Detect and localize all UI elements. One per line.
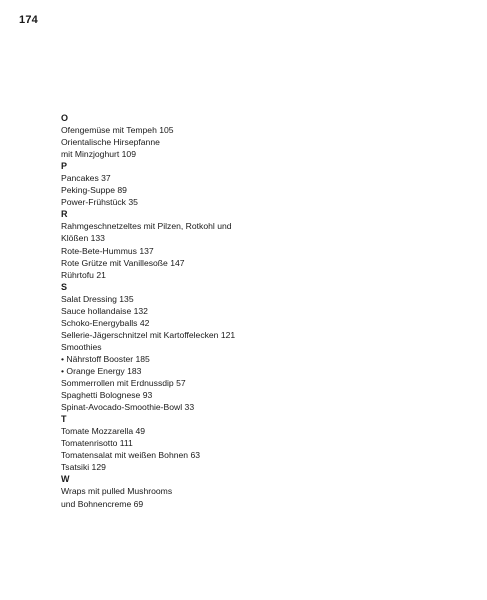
index-entry: Sommerrollen mit Erdnussdip 57	[61, 378, 186, 389]
index-entry: Pancakes 37	[61, 173, 111, 184]
index-entry: Orientalische Hirsepfanne	[61, 137, 160, 148]
index-letter-heading: O	[61, 113, 69, 123]
index-entry: Spaghetti Bolognese 93	[61, 390, 153, 401]
index-entry: Schoko-Energyballs 42	[61, 317, 150, 328]
index-entry: Rahmgeschnetzeltes mit Pilzen, Rotkohl und	[61, 221, 232, 232]
index-entry: Rote Grütze mit Vanillesoße 147	[61, 257, 185, 268]
index-entry: • Nährstoff Booster 185	[61, 353, 150, 364]
index-entry: Klößen 133	[61, 233, 105, 244]
index-letter-heading: T	[61, 414, 67, 425]
index-letter-heading: W	[61, 474, 70, 485]
index-entry: Tomatensalat mit weißen Bohnen 63	[61, 450, 201, 461]
index-entry: und Bohnencreme 69	[61, 498, 144, 509]
index-entry: mit Minzjoghurt 109	[61, 149, 136, 160]
index-letter-heading: P	[61, 161, 68, 172]
recipe-index	[61, 112, 451, 510]
index-entry: Sellerie-Jägerschnitzel mit Kartoffelecken 121	[61, 329, 236, 340]
index-entry: Sauce hollandaise 132	[61, 305, 148, 316]
index-entry: Rührtofu 21	[61, 269, 106, 280]
index-letter-heading: R	[61, 209, 68, 220]
index-entry: Spinat-Avocado-Smoothie-Bowl 33	[61, 402, 195, 413]
index-entry: Tsatsiki 129	[61, 462, 106, 473]
index-entry: Peking-Suppe 89	[61, 185, 127, 196]
index-entry: Salat Dressing 135	[61, 293, 134, 304]
index-entry: • Orange Energy 183	[61, 365, 142, 376]
index-entry: Smoothies	[61, 341, 102, 352]
index-entry: Rote-Bete-Hummus 137	[61, 245, 154, 256]
index-entry: Ofengemüse mit Tempeh 105	[61, 125, 174, 136]
index-entry: Tomatenrisotto 111	[61, 438, 133, 449]
index-entry: Wraps mit pulled Mushrooms	[61, 486, 173, 497]
index-letter-heading: S	[61, 281, 68, 292]
index-entry: Tomate Mozzarella 49	[61, 426, 146, 437]
page-number: 174	[19, 14, 38, 26]
index-entry: Power-Frühstück 35	[61, 197, 138, 208]
